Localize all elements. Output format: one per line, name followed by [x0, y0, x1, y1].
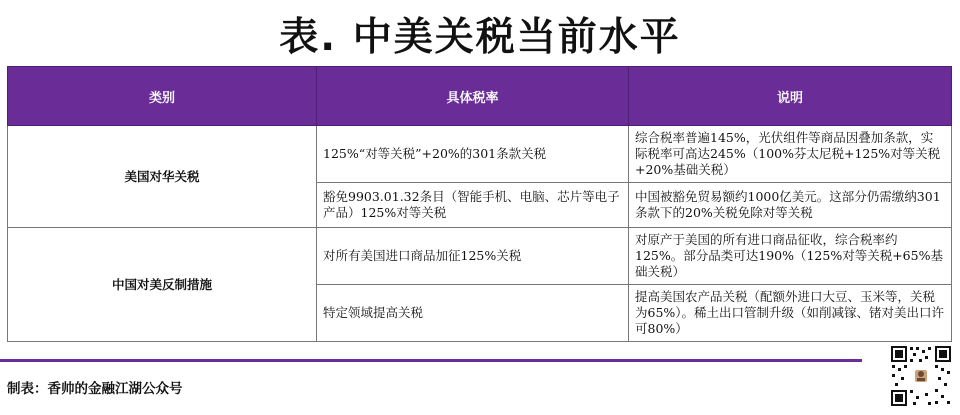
note-cell: 综合税率普遍145%，光伏组件等商品因叠加条款，实际税率可高达245%（100%芬太尼税+125%对等关税+20%基础关税）	[629, 126, 952, 183]
note-cell: 对原产于美国的所有进口商品征收，综合税率约125%。部分品类可达190%（125%对等关税+65%基础关税）	[629, 228, 952, 285]
column-header-note: 说明	[629, 67, 952, 126]
note-cell: 中国被豁免贸易额约1000亿美元。这部分仍需缴纳301条款下的20%关税免除对等关税	[629, 183, 952, 228]
tariff-table	[7, 66, 952, 342]
qr-code-icon	[890, 345, 952, 407]
category-china-countermeasures: 中国对美反制措施	[8, 228, 317, 342]
rate-cell: 125%“对等关税”+20%的301条款关税	[317, 126, 629, 183]
rate-cell: 豁免9903.01.32条目（智能手机、电脑、芯片等电子产品）125%对等关税	[317, 183, 629, 228]
footer-credit: 制表：香帅的金融江湖公众号	[7, 381, 183, 397]
column-header-rate: 具体税率	[317, 67, 629, 126]
rate-cell: 特定领域提高关税	[317, 285, 629, 342]
table-header-row	[8, 67, 952, 126]
table-row	[8, 228, 952, 285]
column-header-category: 类别	[8, 67, 317, 126]
table-row	[8, 126, 952, 183]
rate-cell: 对所有美国进口商品加征125%关税	[317, 228, 629, 285]
category-us-tariffs: 美国对华关税	[8, 126, 317, 228]
footer-divider	[0, 359, 862, 362]
page-title: 表. 中美关税当前水平	[279, 15, 681, 60]
note-cell: 提高美国农产品关税（配额外进口大豆、玉米等，关税为65%）。稀土出口管制升级（如削减镓、锗对美出口许可80%）	[629, 285, 952, 342]
